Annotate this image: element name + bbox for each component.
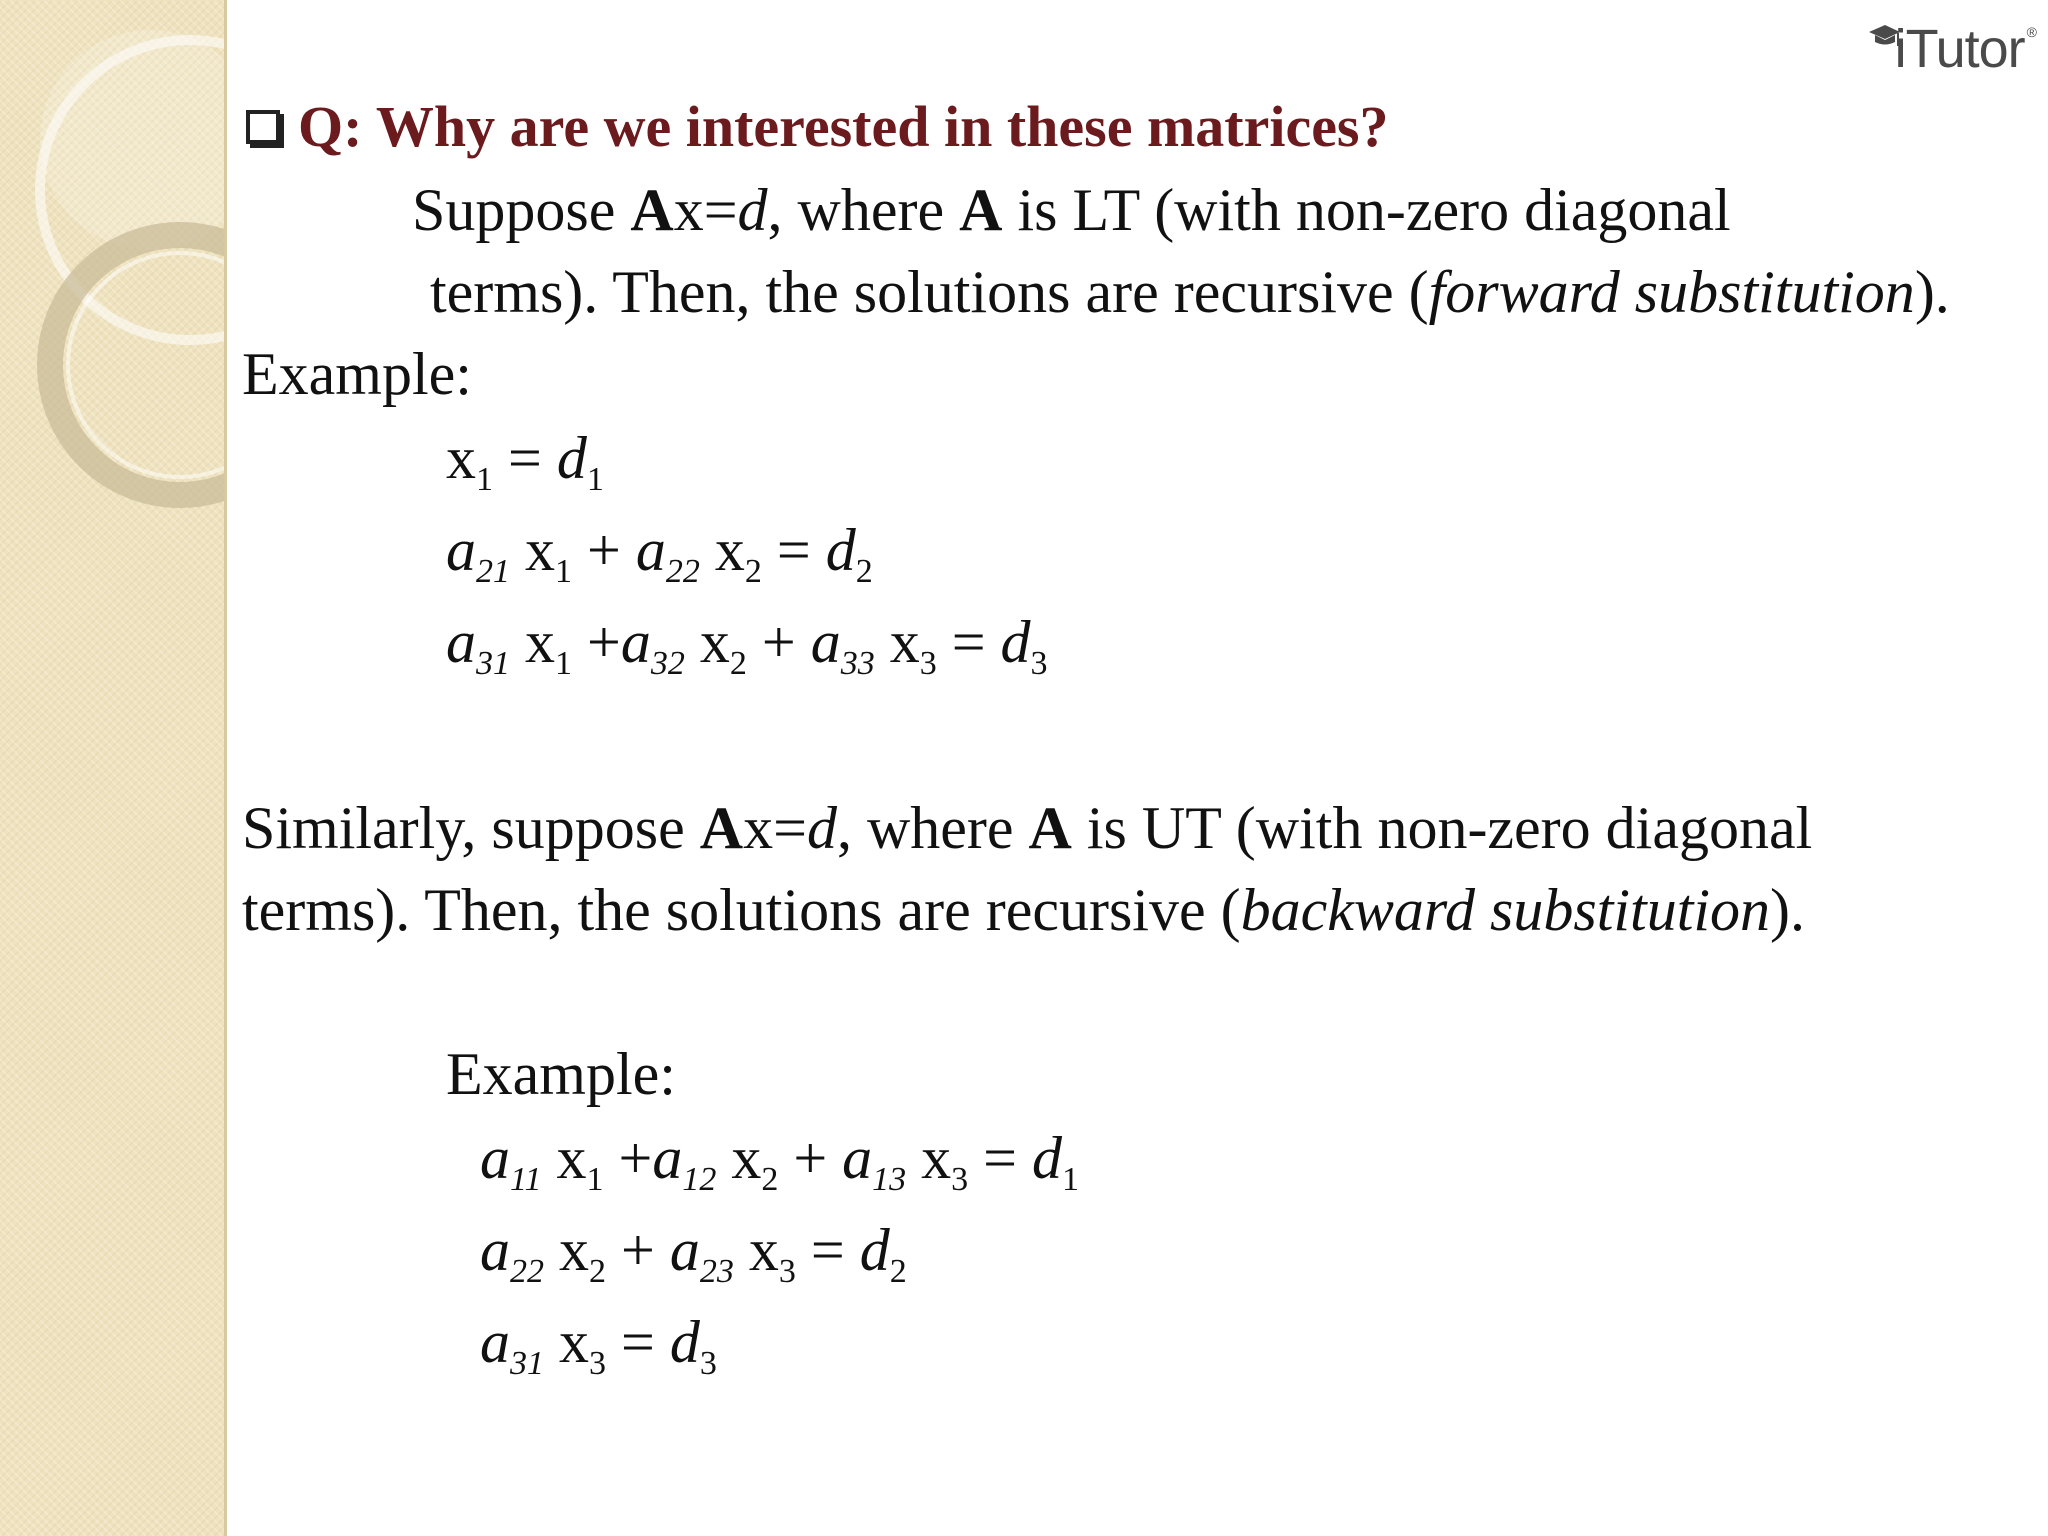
method-name: backward substitution (1240, 877, 1771, 943)
op: = (968, 1125, 1033, 1191)
sub: 3 (951, 1161, 969, 1198)
sub: 1 (1062, 1161, 1080, 1198)
sub: 2 (855, 553, 873, 590)
matrix-symbol: A (959, 177, 1003, 243)
sub: 12 (682, 1161, 717, 1198)
ut-statement-line2 (242, 877, 1806, 943)
logo-text: iTutor (1894, 19, 2025, 79)
sub: 13 (872, 1161, 907, 1198)
lt-statement-line1 (412, 177, 1731, 243)
var: x (525, 517, 555, 583)
ut-statement-line1 (242, 795, 1813, 861)
checkbox-bullet-icon (246, 110, 280, 144)
sub: 3 (699, 1345, 717, 1382)
method-name: forward substitution (1428, 259, 1915, 325)
op: = (795, 1217, 860, 1283)
op: + (572, 609, 621, 675)
sub: 1 (555, 645, 572, 682)
op: + (606, 1217, 670, 1283)
decorative-sidebar (0, 0, 224, 1536)
vector-symbol: d (737, 177, 768, 243)
sub: 2 (729, 645, 747, 682)
sub: 3 (919, 645, 937, 682)
coef: a (480, 1125, 510, 1191)
slide-title (246, 94, 1389, 159)
var: x (525, 609, 555, 675)
op: + (746, 609, 811, 675)
lt-equation-3 (446, 609, 1048, 682)
lt-equation-2 (446, 517, 873, 590)
text: , where (767, 177, 960, 243)
var: x (559, 1309, 589, 1375)
var: x (889, 609, 920, 675)
var: d (1032, 1125, 1063, 1191)
op: = (493, 425, 557, 491)
sub: 1 (555, 553, 572, 590)
var: x (699, 609, 730, 675)
op: = (606, 1309, 670, 1375)
lt-equation-1 (446, 425, 604, 498)
coef: a (635, 517, 666, 583)
text: terms). Then, the solutions are recursive ( (242, 877, 1241, 943)
itutor-logo (1867, 18, 2036, 80)
op: = (936, 609, 1001, 675)
coef: a (446, 517, 476, 583)
sub: 33 (840, 645, 875, 682)
op: + (572, 517, 636, 583)
title-text: Q: Why are we interested in these matrices? (298, 94, 1389, 159)
coef: a (480, 1309, 510, 1375)
sub: 3 (778, 1253, 796, 1290)
op: = (761, 517, 826, 583)
var: d (825, 517, 856, 583)
sub: 1 (586, 461, 604, 498)
sub: 31 (476, 645, 510, 682)
text: ). (1770, 877, 1806, 943)
var: x (731, 1125, 762, 1191)
var: x (446, 425, 476, 491)
sub: 3 (1030, 645, 1048, 682)
coef: a (669, 1217, 700, 1283)
sidebar-divider (224, 0, 227, 1536)
coef: a (810, 609, 841, 675)
coef: a (446, 609, 476, 675)
sub: 2 (761, 1161, 779, 1198)
sub: 22 (665, 553, 700, 590)
var: x (559, 1217, 589, 1283)
sub: 2 (744, 553, 762, 590)
sub: 3 (589, 1345, 606, 1382)
coef: a (620, 609, 651, 675)
sub: 1 (476, 461, 493, 498)
var: d (859, 1217, 890, 1283)
matrix-symbol: A (630, 177, 674, 243)
registered-mark: ® (2026, 24, 2036, 40)
sub: 22 (510, 1253, 544, 1290)
sub: 23 (699, 1253, 734, 1290)
lt-statement-line2 (430, 259, 1950, 325)
coef: a (480, 1217, 510, 1283)
text: x= (743, 795, 807, 861)
var: d (669, 1309, 700, 1375)
sub: 2 (589, 1253, 606, 1290)
coef: a (842, 1125, 873, 1191)
example-label-ut: Example: (446, 1041, 676, 1107)
vector-symbol: d (806, 795, 837, 861)
var: x (714, 517, 745, 583)
matrix-symbol: A (1028, 795, 1072, 861)
text: is LT (with non-zero diagonal (1002, 177, 1731, 243)
decorative-rings (0, 0, 224, 520)
text: terms). Then, the solutions are recursive ( (430, 259, 1429, 325)
op: + (603, 1125, 653, 1191)
coef: a (652, 1125, 683, 1191)
var: d (556, 425, 587, 491)
ut-equation-2 (480, 1217, 907, 1290)
sub: 31 (510, 1345, 544, 1382)
sub: 21 (476, 553, 510, 590)
var: d (1000, 609, 1031, 675)
ut-equation-1 (480, 1125, 1080, 1198)
sub: 11 (510, 1161, 542, 1198)
var: x (748, 1217, 779, 1283)
matrix-symbol: A (699, 795, 744, 861)
text: Similarly, suppose (242, 795, 700, 861)
text: , where (836, 795, 1029, 861)
var: x (921, 1125, 952, 1191)
text: is UT (with non-zero diagonal (1071, 795, 1813, 861)
example-label-lt: Example: (242, 341, 472, 407)
sub: 32 (650, 645, 685, 682)
text: ). (1914, 259, 1950, 325)
ut-equation-3 (480, 1309, 717, 1382)
text: Suppose (412, 177, 631, 243)
text: x= (673, 177, 738, 243)
sub: 2 (889, 1253, 907, 1290)
var: x (556, 1125, 587, 1191)
sub: 1 (586, 1161, 604, 1198)
op: + (778, 1125, 843, 1191)
